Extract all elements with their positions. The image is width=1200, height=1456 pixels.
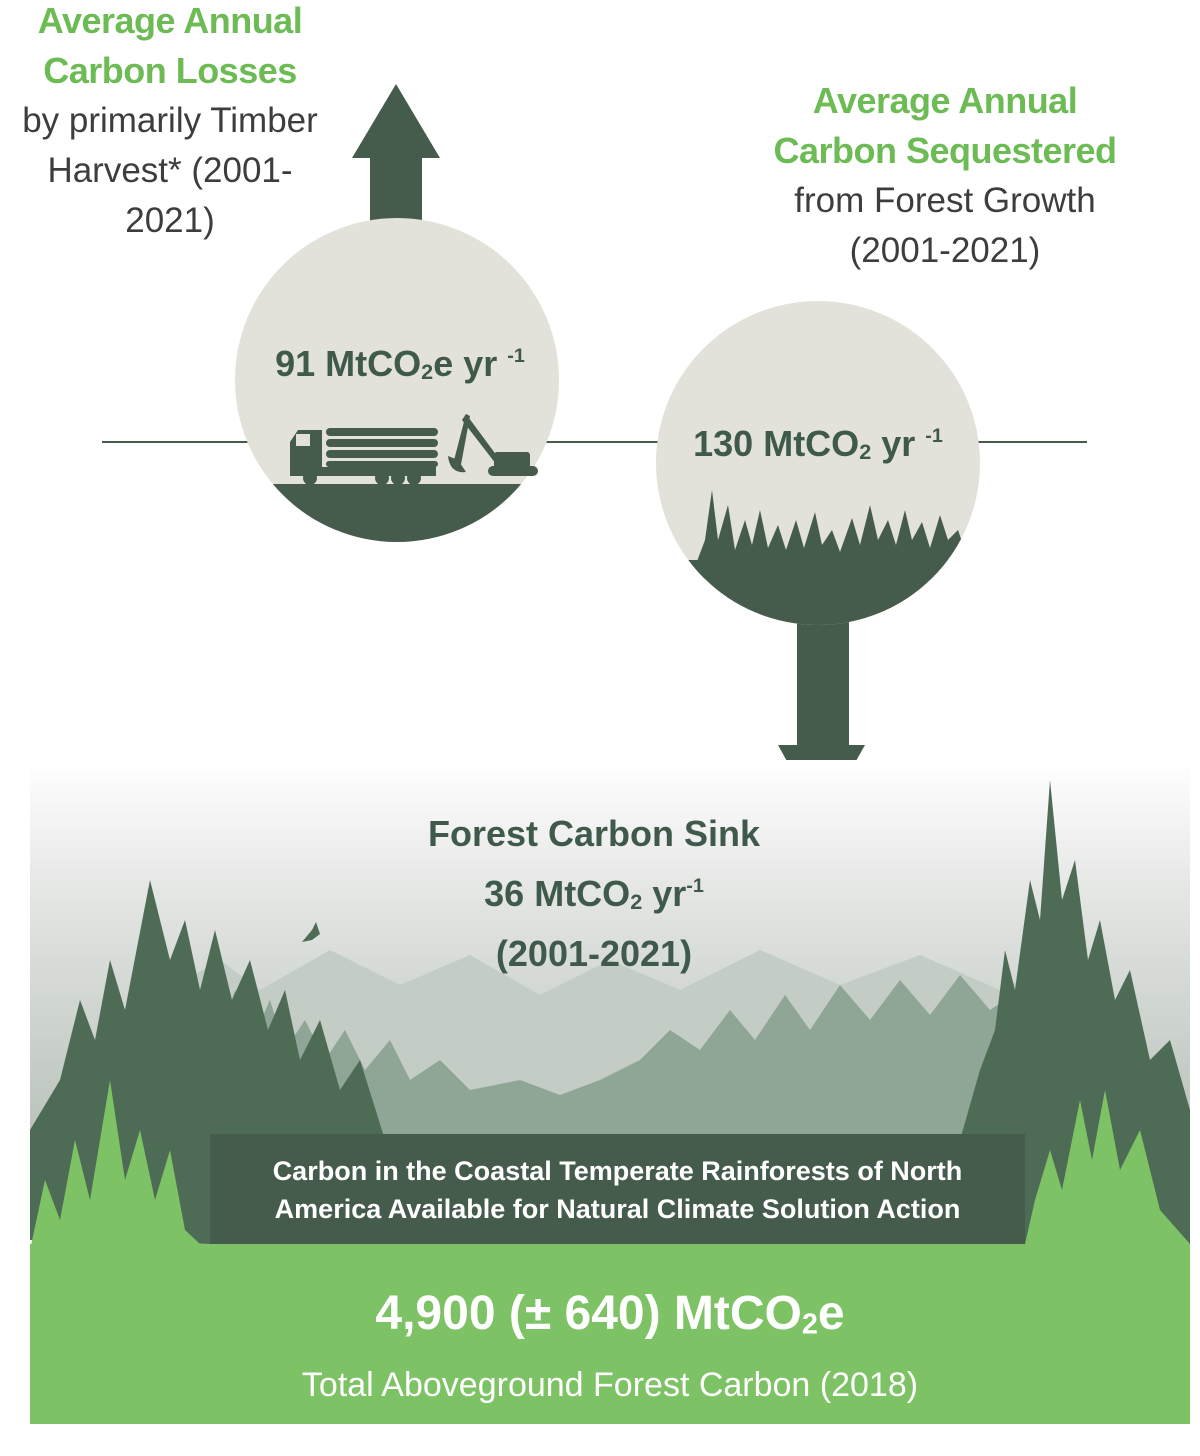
sequestered-sub-line1: from Forest Growth [794, 181, 1096, 220]
sequestered-value: 130 MtCO$_2$ yr $^{-1}$ [693, 423, 943, 465]
banner-line2: America Available for Natural Climate Solution Action [274, 1194, 961, 1224]
losses-circle [230, 218, 570, 554]
sink-period: (2001-2021) [495, 933, 693, 975]
carbon-available-banner [210, 1134, 1025, 1246]
sink-value: 36 MtCO$_2$ $yr^{-1}$ [484, 872, 704, 915]
total-carbon-banner [30, 1244, 1190, 1424]
banner-line1: Carbon in the Coastal Temperate Rainforests of North [272, 1156, 963, 1186]
losses-value: 91 MtCO$_2$e yr $^{-1}$ [275, 343, 525, 385]
sequestered-sub-line2: (2001-2021) [849, 231, 1041, 270]
sequestered-title-line1: Average Annual [812, 80, 1078, 121]
losses-title-line2: Carbon Losses [43, 50, 297, 91]
total-label: Total Aboveground Forest Carbon (2018) [301, 1366, 919, 1405]
sink-title: Forest Carbon Sink [427, 813, 761, 854]
losses-title-line1: Average Annual [37, 0, 303, 41]
total-value: 4,900 (± 640) MtCO$_2$e [375, 1287, 845, 1341]
up-arrow-icon [352, 84, 440, 225]
sequestered-title [770, 76, 1120, 276]
sink-block [394, 808, 794, 980]
sequestered-title-line2: Carbon Sequestered [773, 130, 1117, 171]
losses-sub-line2: Harvest* (2001-2021) [47, 151, 293, 240]
sequestered-circle [640, 301, 1000, 640]
losses-sub-line1: by primarily Timber [22, 101, 318, 140]
losses-title [20, 0, 320, 246]
